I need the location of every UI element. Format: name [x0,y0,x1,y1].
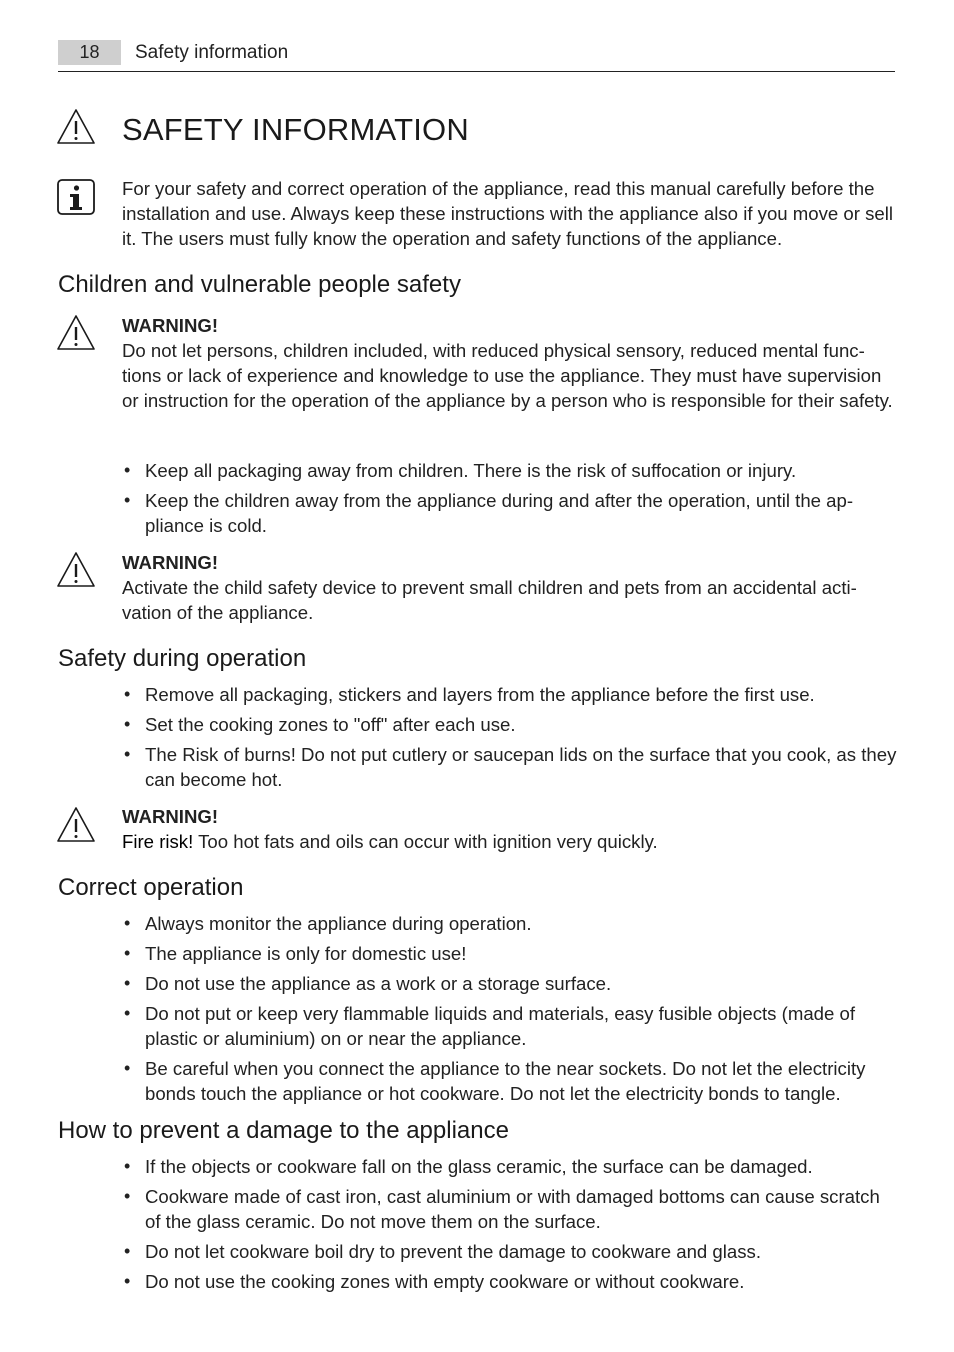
prevent-damage-bullet-list [122,1154,897,1299]
list-item: • Do not use the cooking zones with empty cookware or without cookware. [122,1269,897,1294]
warning-block [122,550,897,625]
warning-label: WARNING! [122,806,219,827]
warning-text: Activate the child safety device to prevent small children and pets from an accidental activation of the appliance. [122,577,857,623]
list-item: • The appliance is only for domestic use! [122,941,897,966]
page-title: SAFETY INFORMATION [122,112,469,147]
list-item: • Remove all packaging, stickers and layers from the appliance before the first use. [122,682,897,707]
children-safety-heading: Children and vulnerable people safety [58,271,461,298]
list-item: • Cookware made of cast iron, cast aluminium or with damaged bottoms can cause scratch of the glass ceramic. Do not move them on the surface. [122,1184,897,1234]
warning-triangle-icon [56,108,96,146]
warning-triangle-icon [56,551,96,589]
operation-safety-heading: Safety during operation [58,645,307,672]
warning-text [122,829,897,854]
fire-risk-prefix: Fire risk! [122,831,194,852]
warning-block [122,804,897,854]
list-item: • Set the cooking zones to "off" after each use. [122,712,897,737]
list-item: • Do not put or keep very flammable liquids and materials, easy fusible objects (made of plastic or aluminium) on or near the appliance. [122,1001,897,1051]
header-section-title: Safety information [135,42,289,63]
children-bullet-list [122,458,897,543]
operation-bullet-list [122,682,897,797]
list-item: • Do not use the appliance as a work or a storage surface. [122,971,897,996]
list-item: • Keep all packaging away from children. There is the risk of suffocation or injury. [122,458,897,483]
list-item: • Be careful when you connect the appliance to the near sockets. Do not let the electricity bonds touch the appliance or hot cookware. Do not let the electricity bonds to tangle. [122,1056,897,1106]
info-icon [56,178,96,216]
list-item: • The Risk of burns! Do not put cutlery or saucepan lids on the surface that you cook, as they can become hot. [122,742,897,792]
prevent-damage-heading: How to prevent a damage to the appliance [58,1117,509,1144]
warning-triangle-icon [56,314,96,352]
list-item: • Always monitor the appliance during operation. [122,911,897,936]
intro-paragraph: For your safety and correct operation of the appliance, read this manual carefully before the installation and use. Always keep these instructions with the appliance also if you move or sell it. The users must fully know the operation and safety functions of the appliance. [122,178,894,249]
list-item: • If the objects or cookware fall on the glass ceramic, the surface can be damaged. [122,1154,897,1179]
warning-block [122,313,897,413]
warning-text: Do not let persons, children included, with reduced physical sensory, reduced mental functions or lack of experience and knowledge to use the appliance. They must have supervision or instruction for the operation of the appliance by a person who is responsible for their safety. [122,340,893,411]
correct-operation-bullet-list [122,911,897,1111]
list-item: • Do not let cookware boil dry to prevent the damage to cookware and glass. [122,1239,897,1264]
warning-triangle-icon [56,806,96,844]
list-item: • Keep the children away from the appliance during and after the operation, until the appliance is cold. [122,488,897,538]
page-header [58,40,895,72]
page-number: 18 [58,40,121,65]
fire-risk-text: Too hot fats and oils can occur with ignition very quickly. [193,831,658,852]
correct-operation-heading: Correct operation [58,874,244,901]
warning-label: WARNING! [122,315,219,336]
warning-label: WARNING! [122,552,219,573]
